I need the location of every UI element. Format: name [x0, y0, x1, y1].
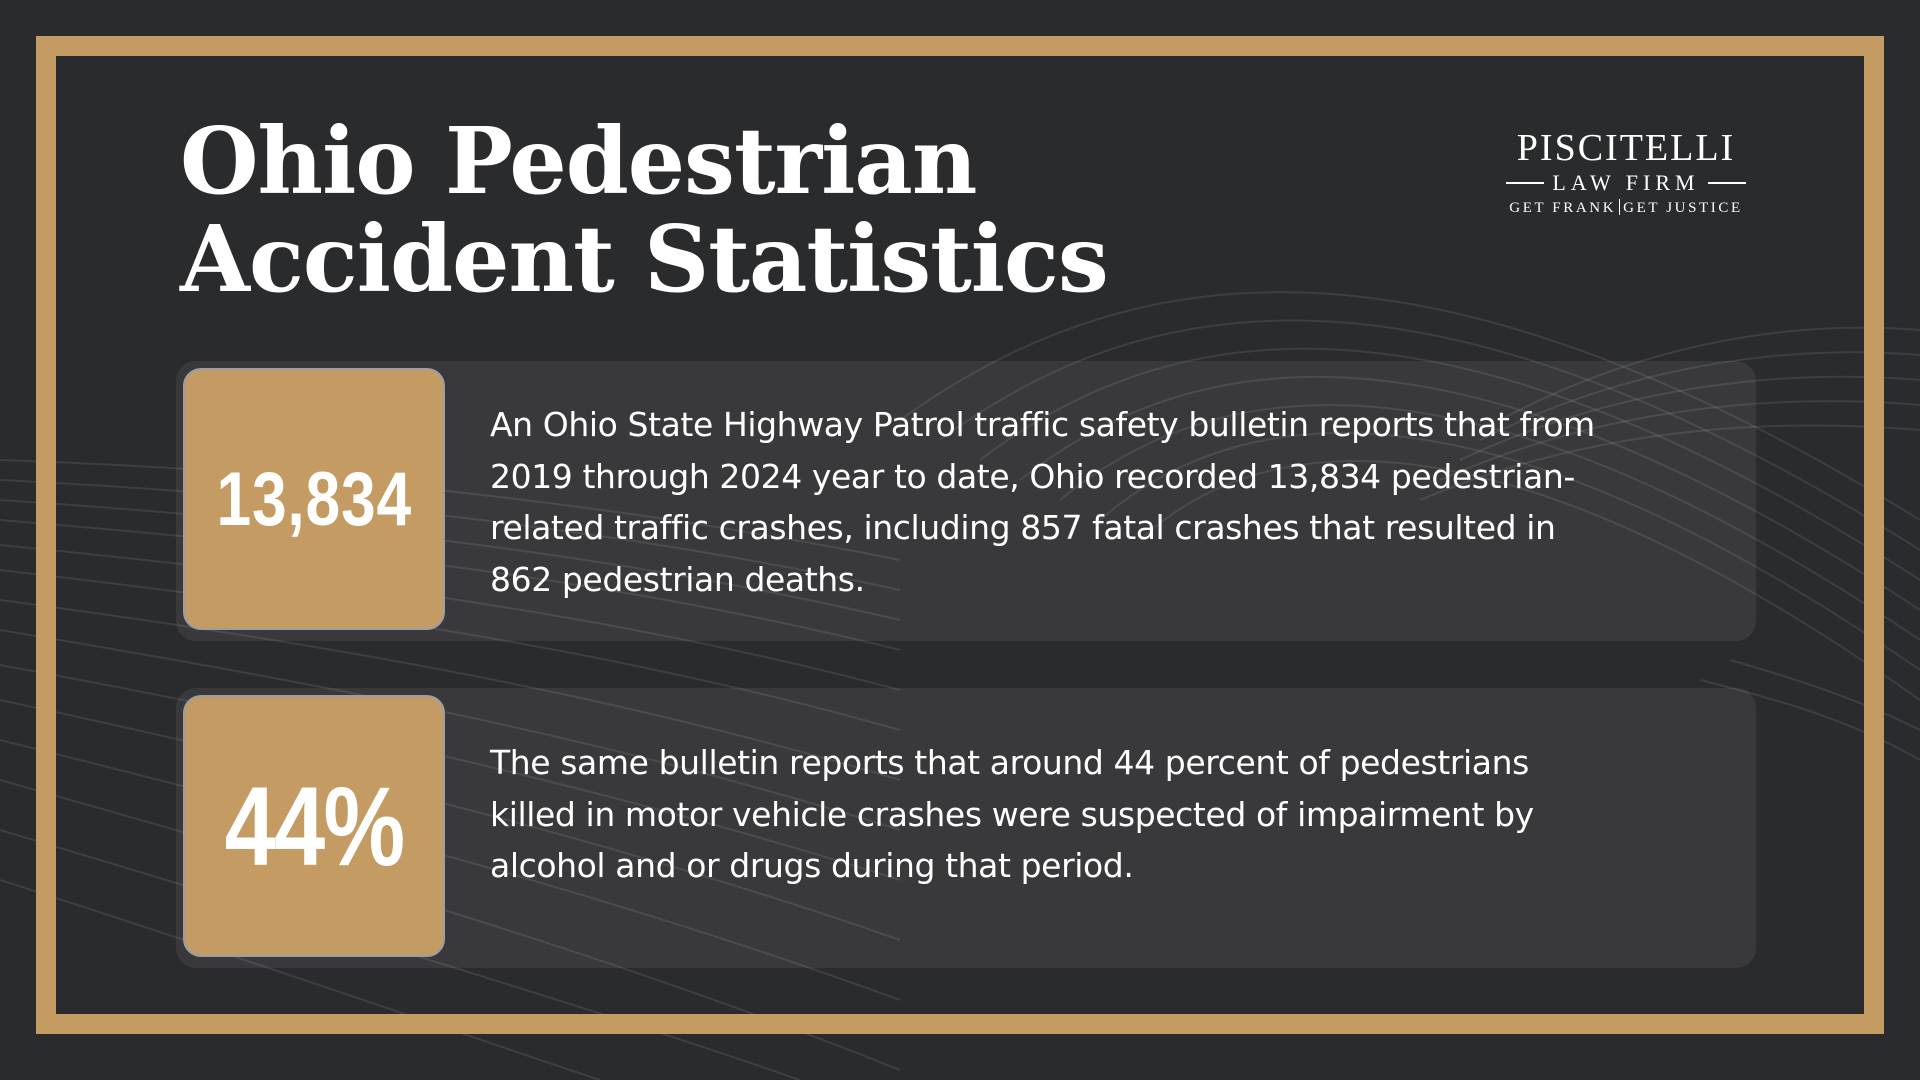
logo-subtitle-text: LAW FIRM	[1552, 170, 1700, 195]
stat-description	[490, 737, 1740, 892]
stat-description-line: 2019 through 2024 year to date, Ohio recorded 13,834 pedestrian-	[490, 456, 1575, 496]
title-line-1: Ohio Pedestrian	[180, 107, 977, 215]
stat-value-box	[183, 695, 445, 957]
stat-value: 44%	[224, 763, 404, 889]
logo-rule-right	[1708, 182, 1746, 184]
stat-description-line: related traffic crashes, including 857 fatal crashes that resulted in	[490, 508, 1556, 547]
logo-tagline-right: GET JUSTICE	[1623, 200, 1743, 216]
page-title	[180, 107, 1108, 313]
logo-tagline-divider	[1619, 199, 1620, 215]
stat-description	[490, 399, 1740, 605]
stat-value-box	[183, 368, 445, 630]
logo-subtitle	[1498, 170, 1754, 196]
stat-description-line: An Ohio State Highway Patrol traffic safety bulletin reports that from	[490, 405, 1595, 444]
logo-rule-left	[1506, 182, 1544, 184]
stat-card-pedestrian-crashes	[176, 361, 1756, 641]
firm-logo	[1498, 128, 1754, 218]
logo-tagline	[1498, 198, 1754, 218]
logo-tagline-left: GET FRANK	[1509, 200, 1617, 216]
logo-name: PISCITELLI	[1516, 127, 1736, 169]
stat-value: 13,834	[216, 456, 412, 542]
stat-description-line: The same bulletin reports that around 44 percent of pedestrians	[490, 743, 1529, 782]
stat-description-line: killed in motor vehicle crashes were suspected of impairment by	[490, 794, 1534, 834]
stat-card-impairment	[176, 688, 1756, 968]
stat-description-line: 862 pedestrian deaths.	[490, 559, 865, 599]
stat-description-line: alcohol and or drugs during that period.	[490, 846, 1134, 885]
title-line-2: Accident Statistics	[180, 205, 1108, 313]
